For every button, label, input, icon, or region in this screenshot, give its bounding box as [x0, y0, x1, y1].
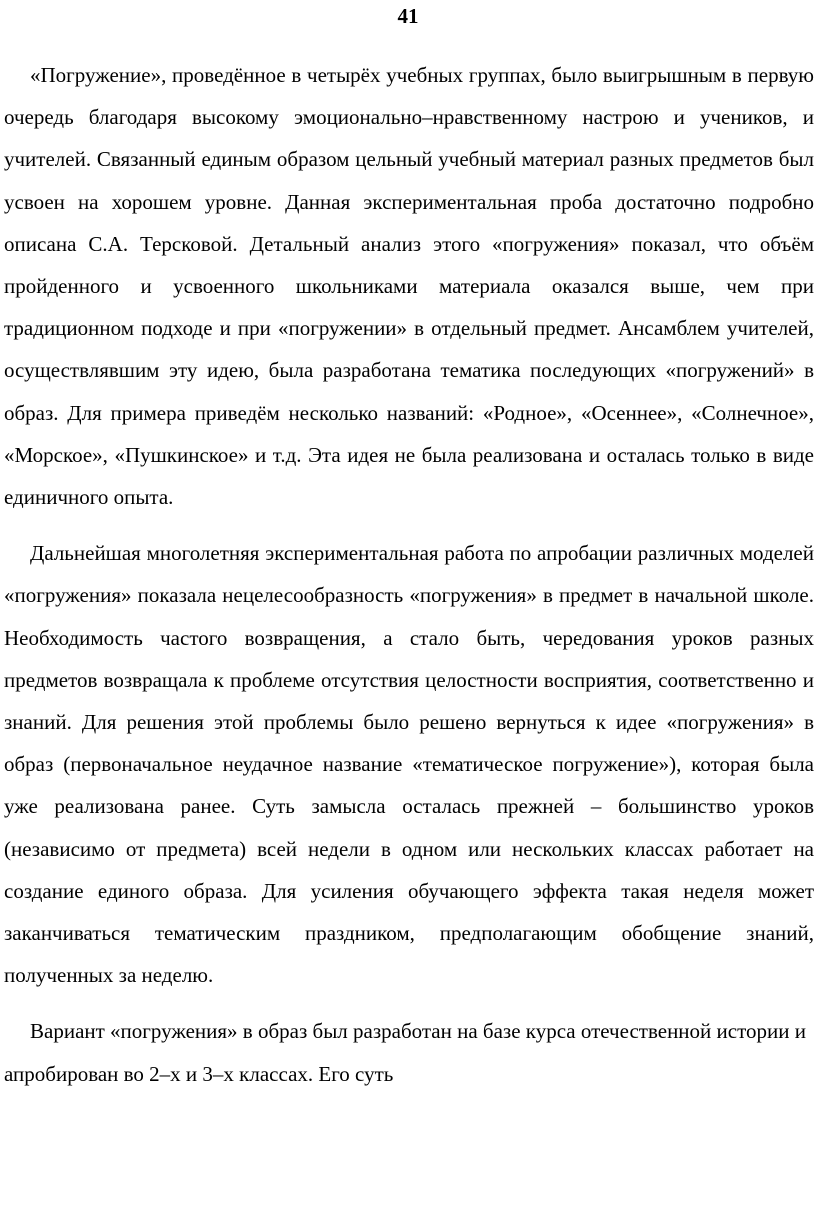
paragraph-2: Дальнейшая многолетняя экспериментальная работа по апробации различных моделей «погружения» показала нецелесообразность «погружения» в предмет в начальной школе. Необходимость частого возвращения, а стало быть, чередования уроков разных предметов возвращала к проблеме отсутствия целостности восприятия, соответственно и знаний. Для решения этой проблемы было решено вернуться к идее «погружения» в образ (первоначальное неудачное название «тематическое погружение»), которая была уже реализована ранее. Суть замысла осталась прежней – большинство уроков (независимо от предмета) всей недели в одном или нескольких классах работает на создание единого образа. Для усиления обучающего эффекта такая неделя может заканчиваться тематическим праздником, предполагающим обобщение знаний, полученных за неделю.	[4, 541, 814, 988]
body-text	[4, 54, 814, 1095]
paragraph-3: Вариант «погружения» в образ был разработан на базе курса отечественной истории и апробирован во 2–х и 3–х классах. Его суть	[4, 1019, 806, 1086]
page-number: 41	[397, 4, 419, 28]
paragraph-1: «Погружение», проведённое в четырёх учебных группах, было выигрышным в первую очередь благодаря высокому эмоционально–нравственному настрою и учеников, и учителей. Связанный единым образом цельный учебный материал разных предметов был усвоен на хорошем уровне. Данная экспериментальная проба достаточно подробно описана С.А. Терсковой. Детальный анализ этого «погружения» показал, что объём пройденного и усвоенного школьниками материала оказался выше, чем при традиционном подходе и при «погружении» в отдельный предмет. Ансамблем учителей, осуществлявшим эту идею, была разработана тематика последующих «погружений» в образ. Для примера приведём несколько названий: «Родное», «Осеннее», «Солнечное», «Морское», «Пушкинское» и т.д. Эта идея не была реализована и осталась только в виде единичного опыта.	[4, 63, 814, 510]
